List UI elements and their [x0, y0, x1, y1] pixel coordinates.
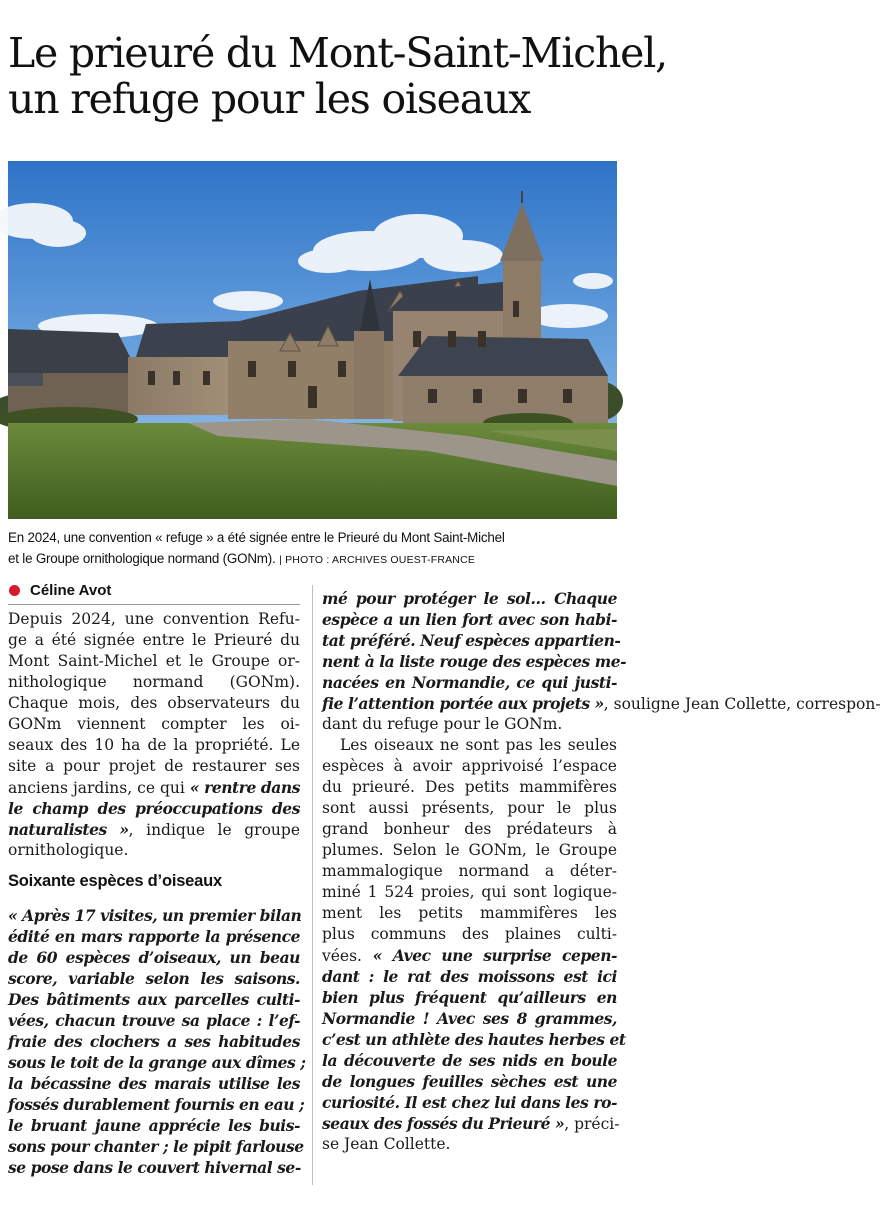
quote-text: « Avec une surprise cepen- [372, 946, 617, 965]
body-text: sont aussi présents, pour le plus [322, 799, 617, 817]
byline-divider [8, 604, 300, 605]
intro-paragraph [8, 609, 300, 861]
text-line [8, 840, 300, 861]
text-line [322, 798, 617, 819]
text-line [322, 735, 617, 756]
body-text: Depuis 2024, une convention Refu- [8, 610, 300, 628]
author-name: Céline Avot [30, 582, 112, 599]
text-line [322, 924, 617, 945]
quote-text: dant : le rat des moissons est ici [322, 967, 617, 986]
text-line [322, 1113, 620, 1134]
quote-text: curiosité. Il est chez lui dans les ro- [322, 1093, 617, 1112]
quote-line: vées, chacun trouve sa place : l’ef- [8, 1011, 300, 1030]
right-column [322, 588, 881, 1155]
quote-line: édité en mars rapporte la présence [8, 927, 300, 946]
quote-line: nacées en Normandie, ce qui justi- [322, 673, 617, 692]
text-line [8, 630, 300, 651]
quote-line: mé pour protéger le sol… Chaque [322, 589, 617, 608]
text-line [322, 945, 617, 966]
quote-text: la découverte de ses nids en boule [322, 1051, 617, 1070]
quote-line: sous le toit de la grange aux dîmes ; [8, 1053, 306, 1072]
text-line [8, 819, 300, 840]
quote-text: c’est un athlète des hautes herbes et [322, 1030, 626, 1049]
body-text: ment les petits mammifères les [322, 904, 617, 922]
quote-line: sons pour chanter ; le pipit farlouse [8, 1137, 304, 1156]
quote-line: de 60 espèces d’oiseaux, un beau [8, 948, 300, 967]
text-line [322, 777, 617, 798]
text-line [322, 1071, 617, 1092]
text-line [322, 861, 617, 882]
quote-paragraph [8, 905, 306, 1178]
body-text: Les oiseaux ne sont pas les seules [340, 736, 617, 754]
text-line [8, 714, 300, 735]
quote-line: fraie des clochers a ses habitudes [8, 1032, 300, 1051]
quote-line: score, variable selon les saisons. [8, 969, 300, 988]
body-text: , préci- [564, 1115, 620, 1133]
body-text: ge a été signée entre le Prieuré du [8, 631, 300, 649]
text-line [8, 777, 300, 798]
text-line [322, 756, 617, 777]
text-line [8, 693, 300, 714]
body-text: Mont Saint-Michel et le Groupe or- [8, 652, 300, 670]
body-text: miné 1 524 proies, qui sont logique- [322, 883, 617, 901]
body-text: , souligne Jean Collette, correspon- [603, 695, 881, 713]
text-line [322, 966, 617, 987]
photo-caption [8, 527, 620, 571]
body-text: espèces à avoir apprivoisé l’espace [322, 757, 617, 775]
column-divider [312, 585, 313, 1185]
quote-line: Des bâtiments aux parcelles culti- [8, 990, 300, 1009]
quote-line: le bruant jaune apprécie les buis- [8, 1116, 300, 1135]
quote-line: se pose dans le couvert hivernal se- [8, 1158, 301, 1177]
quote-line: fossés durablement fournis en eau ; [8, 1095, 305, 1114]
quote-text: fie l’attention portée aux projets » [322, 694, 604, 713]
text-line [322, 840, 617, 861]
text-line [8, 756, 300, 777]
body-text: ornithologique. [8, 841, 129, 859]
quote-line: « Après 17 visites, un premier bilan [8, 906, 302, 925]
quote-line: nent à la liste rouge des espèces me- [322, 652, 627, 671]
caption-line: En 2024, une convention « refuge » a été signée entre le Prieuré du Mont Saint-Michel [8, 530, 505, 545]
priory-photo [8, 161, 617, 519]
subheading: Soixante espèces d’oiseaux [8, 872, 222, 890]
body-text: grand bonheur des prédateurs à [322, 820, 617, 838]
quote-text: de longues feuilles sèches est une [322, 1072, 617, 1091]
text-line [8, 735, 300, 756]
text-line [322, 1092, 617, 1113]
body-text: GONm viennent compter les oi- [8, 715, 300, 733]
quote-line: espèce a un lien fort avec son habi- [322, 610, 617, 629]
text-line [322, 1008, 617, 1029]
text-line [322, 1134, 617, 1155]
text-line [322, 1029, 626, 1050]
headline [8, 30, 668, 122]
text-line [322, 882, 617, 903]
body-text: nithologique normand (GONm). [8, 673, 300, 691]
text-line [8, 609, 300, 630]
text-line [8, 672, 300, 693]
body-text: anciens jardins, ce qui [8, 779, 190, 797]
body-text: Chaque mois, des observateurs du [8, 694, 300, 712]
quote-text: « rentre dans [189, 778, 300, 797]
caption-line: et le Groupe ornithologique normand (GONm). [8, 551, 276, 566]
body-text: seaux des 10 ha de la propriété. Le [8, 736, 300, 754]
text-line [322, 1050, 617, 1071]
quote-line: la bécassine des marais utilise les [8, 1074, 300, 1093]
quote-text: bien plus fréquent qu’ailleurs en [322, 988, 617, 1007]
text-line [322, 714, 617, 735]
body-text: site a pour projet de restaurer ses [8, 757, 300, 775]
quote-line: tat préféré. Neuf espèces appartien- [322, 631, 621, 650]
text-line [322, 819, 617, 840]
body-text: vées. [322, 947, 373, 965]
body-text: mammalogique normand a déter- [322, 862, 617, 880]
text-line [322, 987, 617, 1008]
text-line [8, 798, 300, 819]
quote-text: le champ des préoccupations des [8, 799, 300, 818]
photo-credit: | PHOTO : ARCHIVES OUEST-FRANCE [279, 554, 476, 566]
text-line [8, 651, 300, 672]
body-text: plus communs des plaines culti- [322, 925, 617, 943]
headline-line: un refuge pour les oiseaux [8, 75, 531, 123]
headline-line: Le prieuré du Mont-Saint-Michel, [8, 29, 667, 77]
body-text: du prieuré. Des petits mammifères [322, 778, 617, 796]
quote-text: seaux des fossés du Prieuré » [322, 1114, 565, 1133]
text-line [322, 693, 881, 714]
byline-dot-icon [9, 585, 20, 596]
body-text: se Jean Collette. [322, 1135, 451, 1153]
byline [8, 582, 111, 599]
body-text: , indique le groupe [128, 821, 300, 839]
body-text: plumes. Selon le GONm, le Groupe [322, 841, 617, 859]
body-text: dant du refuge pour le GONm. [322, 715, 563, 733]
quote-text: Normandie ! Avec ses 8 grammes, [322, 1009, 617, 1028]
quote-text: naturalistes » [8, 820, 129, 839]
text-line [322, 903, 617, 924]
